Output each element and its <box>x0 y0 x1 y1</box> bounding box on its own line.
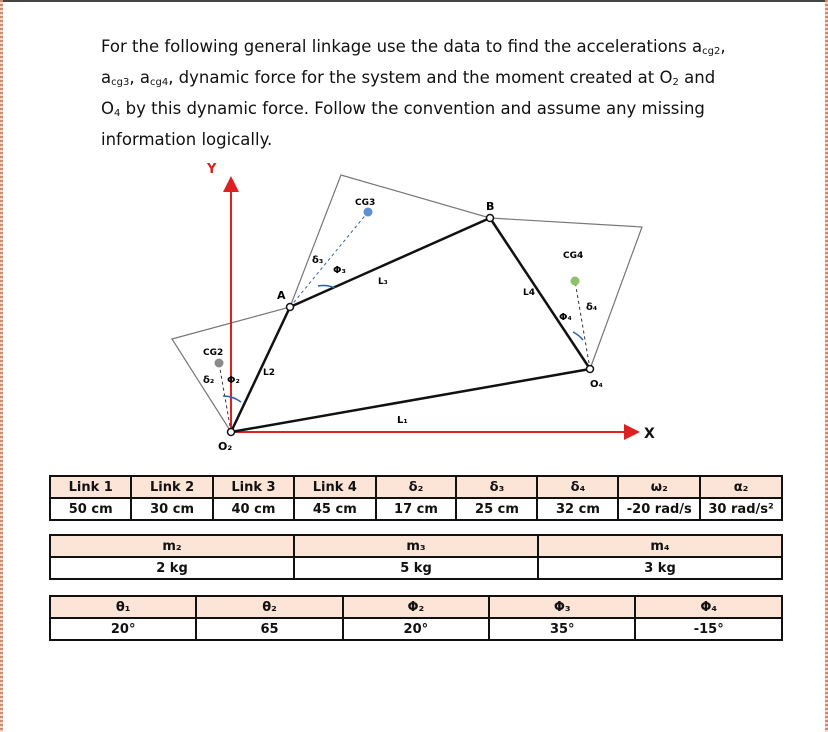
label-l4: L4 <box>523 288 535 298</box>
links-value-cell: 45 cm <box>294 498 375 520</box>
angle-header-cell: Φ₃ <box>489 596 635 618</box>
pivot-o2 <box>228 429 235 436</box>
joint-a <box>287 304 294 311</box>
links-value-row <box>50 498 782 520</box>
angle-value-cell: 35° <box>489 618 635 640</box>
links-header-row <box>50 476 782 498</box>
links-value-cell: -20 rad/s <box>618 498 700 520</box>
link4-body-outline <box>490 218 642 369</box>
link2-line <box>231 307 290 432</box>
links-header-cell: δ₃ <box>456 476 537 498</box>
label-delta2: δ₂ <box>203 375 215 386</box>
label-o2: O₂ <box>218 440 233 453</box>
links-header-cell: Link 4 <box>294 476 375 498</box>
label-phi3: Φ₃ <box>333 265 346 276</box>
label-l1: L₁ <box>397 415 408 426</box>
label-cg3: CG3 <box>355 198 376 208</box>
mass-value-cell: 2 kg <box>50 557 294 579</box>
angle-value-cell: -15° <box>635 618 782 640</box>
angle-value-cell: 65 <box>196 618 342 640</box>
label-x: X <box>644 426 655 442</box>
links-value-cell: 40 cm <box>213 498 294 520</box>
angle-value-cell: 20° <box>343 618 489 640</box>
link4-line <box>490 218 590 369</box>
label-phi4: Φ₄ <box>559 312 572 323</box>
mass-value-cell: 5 kg <box>294 557 538 579</box>
cg3-point <box>364 208 373 217</box>
links-value-cell: 30 cm <box>131 498 212 520</box>
mass-header-row <box>50 535 782 557</box>
mass-header-cell: m₃ <box>294 535 538 557</box>
links-value-cell: 50 cm <box>50 498 131 520</box>
link3-body-outline <box>290 175 490 307</box>
angle-header-cell: θ₁ <box>50 596 196 618</box>
angle-header-row <box>50 596 782 618</box>
links-table <box>49 475 783 521</box>
angle-header-cell: Φ₄ <box>635 596 782 618</box>
cg3-dash-line <box>290 212 368 307</box>
links-header-cell: Link 2 <box>131 476 212 498</box>
label-y: Y <box>207 162 217 177</box>
label-l3: L₃ <box>378 277 388 287</box>
angle-value-row <box>50 618 782 640</box>
label-b: B <box>486 200 495 213</box>
phi3-arc <box>318 285 335 288</box>
links-value-cell: 17 cm <box>376 498 457 520</box>
mass-header-cell: m₂ <box>50 535 294 557</box>
label-delta3: δ₃ <box>312 255 324 266</box>
problem-statement: For the following general linkage use the data to find the accelerations $a_{cg2}$, $a_{cg3}$, $a_{cg4}$, dynamic force for the system and the moment created at $O_2$ and $O_4$ by this dynamic force. Follow the convention and assume any missing information logically. <box>101 37 726 149</box>
links-value-cell: 25 cm <box>456 498 537 520</box>
mass-header-cell: m₄ <box>538 535 782 557</box>
angle-table <box>49 595 783 641</box>
cg4-point <box>571 277 580 286</box>
label-a: A <box>277 289 286 302</box>
phi4-arc <box>573 332 583 340</box>
label-o4: O₄ <box>590 379 603 390</box>
angle-value-cell: 20° <box>50 618 196 640</box>
links-header-cell: Link 3 <box>213 476 294 498</box>
links-header-cell: δ₄ <box>537 476 618 498</box>
links-header-cell: α₂ <box>700 476 782 498</box>
label-phi2: Φ₂ <box>227 375 240 386</box>
angle-header-cell: θ₂ <box>196 596 342 618</box>
label-cg4: CG4 <box>563 251 584 261</box>
joint-b <box>487 215 494 222</box>
label-l2: L2 <box>263 368 275 378</box>
links-header-cell: Link 1 <box>50 476 131 498</box>
mass-value-row <box>50 557 782 579</box>
links-value-cell: 30 rad/s² <box>700 498 782 520</box>
mass-table <box>49 534 783 580</box>
mass-value-cell: 3 kg <box>538 557 782 579</box>
links-value-cell: 32 cm <box>537 498 618 520</box>
label-cg2: CG2 <box>203 348 224 358</box>
cg2-point <box>215 359 224 368</box>
pivot-o4 <box>587 366 594 373</box>
label-delta4: δ₄ <box>586 302 598 313</box>
links-header-cell: δ₂ <box>376 476 457 498</box>
link1-ground-line <box>231 369 590 432</box>
links-header-cell: ω₂ <box>618 476 700 498</box>
angle-header-cell: Φ₂ <box>343 596 489 618</box>
